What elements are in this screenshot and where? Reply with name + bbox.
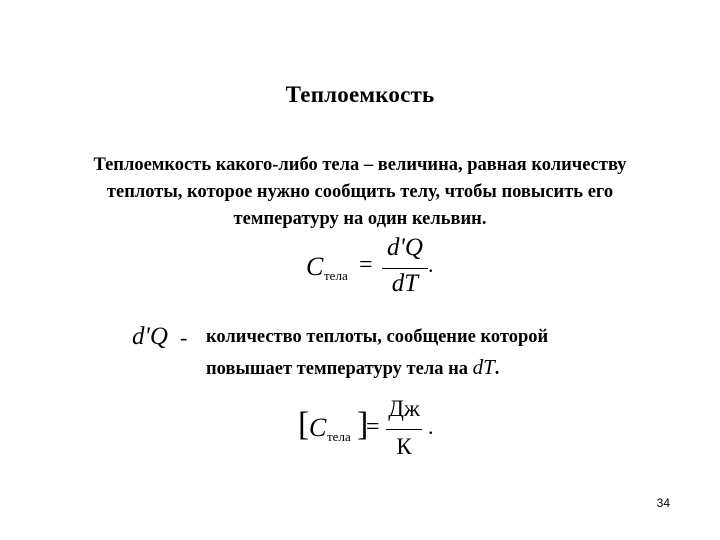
- units-formula: [296, 398, 456, 466]
- note-text: [206, 322, 646, 384]
- formula1-subscript: тела: [324, 268, 348, 283]
- definition-line-1: Теплоемкость какого-либо тела – величина, равная количеству: [93, 155, 627, 175]
- formula2-equals: =: [366, 414, 380, 440]
- note-line-1: количество теплоты, сообщение которой: [206, 327, 549, 347]
- definition-line-2: теплоты, которое нужно сообщить телу, чтобы повысить его: [106, 182, 614, 202]
- note-line-2: [206, 352, 646, 384]
- formula2-open-bracket: [: [298, 406, 310, 443]
- heat-capacity-formula: [300, 234, 450, 302]
- note-dash: -: [180, 325, 188, 350]
- definition-line-3: температуру на один кельвин.: [233, 209, 487, 229]
- note-symbol: d'Q: [132, 323, 168, 350]
- formula2-denominator: К: [396, 434, 412, 459]
- formula1-period: .: [428, 252, 434, 277]
- formula2-symbol: C: [309, 413, 327, 442]
- formula1-symbol: C: [306, 252, 324, 281]
- slide-title: Теплоемкость: [285, 82, 435, 107]
- formula2-subscript: тела: [327, 429, 351, 444]
- formula2-period: .: [428, 414, 434, 439]
- formula1-denominator: dT: [391, 270, 419, 297]
- formula1-equals: =: [359, 252, 373, 278]
- formula2-numerator: Дж: [388, 396, 420, 421]
- page-number: 34: [656, 496, 670, 510]
- formula1-numerator: d'Q: [387, 234, 423, 261]
- note-line-2-text: повышает температуру тела на: [206, 359, 468, 379]
- formula2-fraction-bar: [386, 429, 422, 430]
- note-line-2-period: .: [494, 359, 500, 379]
- definition-text: [40, 152, 680, 233]
- note-line-2-symbol: dT: [472, 355, 495, 379]
- formula2-close-bracket: ]: [357, 406, 369, 443]
